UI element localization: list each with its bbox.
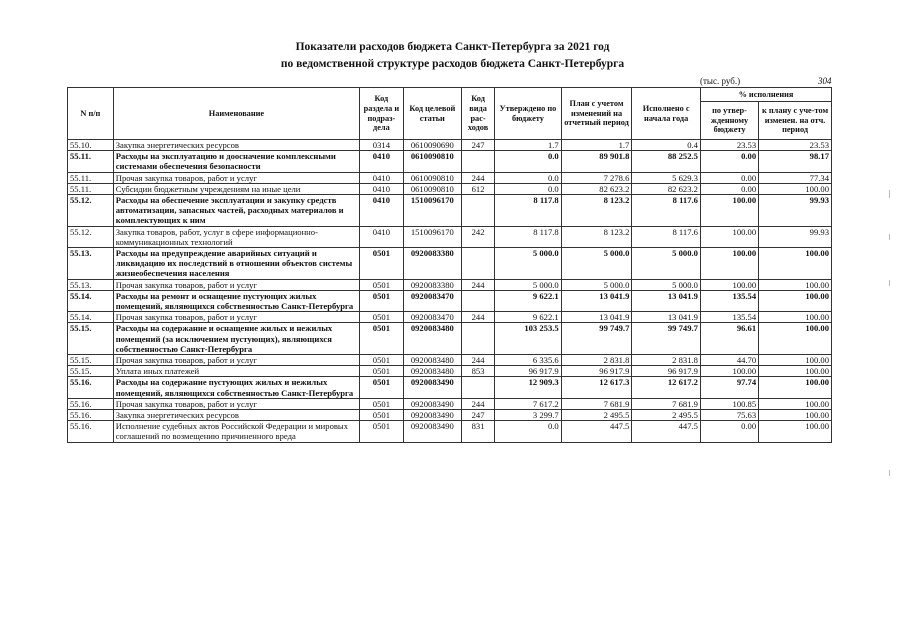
row-executed: 13 041.9	[632, 290, 701, 311]
row-pct-plan: 100.00	[759, 421, 832, 442]
row-pct-plan: 100.00	[759, 377, 832, 398]
row-approved: 0.0	[495, 421, 562, 442]
row-pct-approved: 0.00	[700, 172, 758, 183]
row-pct-plan: 100.00	[759, 366, 832, 377]
row-approved: 0.0	[495, 172, 562, 183]
row-type-code: 853	[461, 366, 494, 377]
row-approved: 5 000.0	[495, 248, 562, 280]
row-name: Уплата иных платежей	[113, 366, 359, 377]
row-type-code: 244	[461, 312, 494, 323]
row-section-code: 0501	[360, 248, 404, 280]
row-plan: 13 041.9	[561, 312, 632, 323]
row-plan: 12 617.3	[561, 377, 632, 398]
row-pct-approved: 75.63	[700, 410, 758, 421]
row-pct-approved: 100.00	[700, 226, 758, 247]
row-pct-plan: 100.00	[759, 355, 832, 366]
row-name: Расходы на содержание пустующих жилых и нежилых помещений, являющихся собственностью Санкт-Петербурга	[113, 377, 359, 398]
col-plan-header: План с учетом изменений на отчетный период	[561, 88, 632, 140]
row-target-code: 0920083470	[403, 290, 461, 311]
row-name: Закупка энергетических ресурсов	[113, 410, 359, 421]
row-type-code: 244	[461, 172, 494, 183]
row-target-code: 0610090810	[403, 183, 461, 194]
row-plan: 447.5	[561, 421, 632, 442]
budget-table	[67, 87, 832, 443]
row-pct-approved: 100.85	[700, 398, 758, 409]
row-plan: 2 495.5	[561, 410, 632, 421]
row-name: Прочая закупка товаров, работ и услуг	[113, 398, 359, 409]
report-subtitle: по ведомственной структуре расходов бюджета Санкт-Петербурга	[280, 58, 625, 70]
row-type-code	[461, 377, 494, 398]
row-type-code: 831	[461, 421, 494, 442]
budget-table-body	[68, 140, 832, 443]
row-approved: 5 000.0	[495, 279, 562, 290]
row-number: 55.16.	[68, 410, 114, 421]
table-row	[68, 312, 832, 323]
row-pct-plan: 100.00	[759, 312, 832, 323]
row-target-code: 0920083480	[403, 355, 461, 366]
row-name: Прочая закупка товаров, работ и услуг	[113, 312, 359, 323]
row-section-code: 0501	[360, 410, 404, 421]
row-plan: 5 000.0	[561, 248, 632, 280]
table-row	[68, 195, 832, 227]
col-pct-approved-header: по утвер-жденному бюджету	[700, 102, 758, 140]
row-plan: 8 123.2	[561, 195, 632, 227]
row-number: 55.14.	[68, 312, 114, 323]
row-section-code: 0501	[360, 421, 404, 442]
row-plan: 89 901.8	[561, 151, 632, 172]
row-executed: 99 749.7	[632, 323, 701, 355]
row-name: Закупка товаров, работ, услуг в сфере информационно-коммуникационных технологий	[113, 226, 359, 247]
row-plan: 13 041.9	[561, 290, 632, 311]
row-pct-approved: 135.54	[700, 290, 758, 311]
table-row	[68, 279, 832, 290]
row-number: 55.14.	[68, 290, 114, 311]
row-executed: 2 831.8	[632, 355, 701, 366]
col-num-header: N п/п	[68, 88, 114, 140]
row-name: Прочая закупка товаров, работ и услуг	[113, 355, 359, 366]
row-pct-approved: 0.00	[700, 151, 758, 172]
row-target-code: 0920083480	[403, 366, 461, 377]
table-row	[68, 290, 832, 311]
row-plan: 7 278.6	[561, 172, 632, 183]
row-pct-plan: 100.00	[759, 323, 832, 355]
row-number: 55.12.	[68, 195, 114, 227]
row-executed: 7 681.9	[632, 398, 701, 409]
row-number: 55.11.	[68, 183, 114, 194]
row-number: 55.11.	[68, 151, 114, 172]
row-type-code: 612	[461, 183, 494, 194]
row-approved: 3 299.7	[495, 410, 562, 421]
row-pct-approved: 100.00	[700, 248, 758, 280]
row-pct-plan: 23.53	[759, 140, 832, 151]
row-approved: 9 622.1	[495, 312, 562, 323]
row-type-code	[461, 290, 494, 311]
table-row	[68, 172, 832, 183]
row-number: 55.16.	[68, 421, 114, 442]
row-type-code	[461, 195, 494, 227]
row-section-code: 0501	[360, 377, 404, 398]
row-target-code: 0610090810	[403, 172, 461, 183]
row-number: 55.11.	[68, 172, 114, 183]
row-section-code: 0501	[360, 355, 404, 366]
row-target-code: 0920083380	[403, 248, 461, 280]
row-number: 55.15.	[68, 366, 114, 377]
row-executed: 0.4	[632, 140, 701, 151]
row-number: 55.16.	[68, 398, 114, 409]
row-pct-plan: 100.00	[759, 279, 832, 290]
row-pct-approved: 23.53	[700, 140, 758, 151]
row-approved: 8 117.8	[495, 226, 562, 247]
row-executed: 12 617.2	[632, 377, 701, 398]
row-name: Расходы на эксплуатацию и доосначение комплексными системами обеспечения безопасности	[113, 151, 359, 172]
row-pct-approved: 0.00	[700, 421, 758, 442]
row-number: 55.15.	[68, 323, 114, 355]
row-pct-approved: 96.61	[700, 323, 758, 355]
row-section-code: 0410	[360, 226, 404, 247]
col-executed-header: Исполнено с начала года	[632, 88, 701, 140]
row-number: 55.10.	[68, 140, 114, 151]
row-pct-plan: 98.17	[759, 151, 832, 172]
row-type-code: 244	[461, 355, 494, 366]
row-plan: 99 749.7	[561, 323, 632, 355]
row-executed: 5 000.0	[632, 248, 701, 280]
row-pct-plan: 100.00	[759, 183, 832, 194]
row-pct-plan: 99.93	[759, 226, 832, 247]
row-section-code: 0410	[360, 151, 404, 172]
row-target-code: 0610090810	[403, 151, 461, 172]
row-section-code: 0501	[360, 366, 404, 377]
row-pct-plan: 100.00	[759, 410, 832, 421]
units-label: (тыс. руб.)	[700, 76, 741, 86]
row-target-code: 0920083480	[403, 323, 461, 355]
row-type-code: 244	[461, 279, 494, 290]
row-target-code: 1510096170	[403, 195, 461, 227]
col-pct-plan-header: к плану с уче-том изменен. на отч. период	[759, 102, 832, 140]
scan-mark	[889, 190, 890, 198]
row-name: Прочая закупка товаров, работ и услуг	[113, 279, 359, 290]
row-section-code: 0314	[360, 140, 404, 151]
scan-mark	[889, 470, 890, 476]
table-row	[68, 366, 832, 377]
row-approved: 6 335.6	[495, 355, 562, 366]
row-approved: 103 253.5	[495, 323, 562, 355]
table-row	[68, 398, 832, 409]
row-executed: 96 917.9	[632, 366, 701, 377]
table-row	[68, 421, 832, 442]
row-plan: 8 123.2	[561, 226, 632, 247]
table-row	[68, 355, 832, 366]
col-name-header: Наименование	[113, 88, 359, 140]
table-row	[68, 151, 832, 172]
row-approved: 96 917.9	[495, 366, 562, 377]
table-row	[68, 226, 832, 247]
col-type-header: Код вида рас-ходов	[461, 88, 494, 140]
row-type-code	[461, 151, 494, 172]
row-section-code: 0410	[360, 183, 404, 194]
page-number: 304	[818, 76, 832, 86]
row-executed: 82 623.2	[632, 183, 701, 194]
row-target-code: 0920083490	[403, 377, 461, 398]
row-plan: 7 681.9	[561, 398, 632, 409]
row-type-code	[461, 323, 494, 355]
row-plan: 2 831.8	[561, 355, 632, 366]
row-executed: 13 041.9	[632, 312, 701, 323]
row-executed: 5 000.0	[632, 279, 701, 290]
row-name: Расходы на ремонт и оснащение пустующих жилых помещений, являющихся собственностью Санкт-Петербурга	[113, 290, 359, 311]
row-type-code: 244	[461, 398, 494, 409]
row-pct-plan: 100.00	[759, 398, 832, 409]
row-plan: 82 623.2	[561, 183, 632, 194]
table-row	[68, 377, 832, 398]
row-approved: 7 617.2	[495, 398, 562, 409]
row-type-code: 247	[461, 140, 494, 151]
row-executed: 2 495.5	[632, 410, 701, 421]
row-pct-approved: 100.00	[700, 279, 758, 290]
row-approved: 1.7	[495, 140, 562, 151]
row-target-code: 0920083470	[403, 312, 461, 323]
scan-mark	[889, 234, 890, 240]
row-section-code: 0501	[360, 279, 404, 290]
row-pct-plan: 100.00	[759, 290, 832, 311]
scan-mark	[889, 280, 890, 286]
row-executed: 5 629.3	[632, 172, 701, 183]
row-pct-approved: 0.00	[700, 183, 758, 194]
row-approved: 0.0	[495, 183, 562, 194]
row-pct-approved: 97.74	[700, 377, 758, 398]
row-name: Закупка энергетических ресурсов	[113, 140, 359, 151]
row-target-code: 1510096170	[403, 226, 461, 247]
row-section-code: 0501	[360, 323, 404, 355]
row-section-code: 0410	[360, 195, 404, 227]
row-pct-approved: 135.54	[700, 312, 758, 323]
row-section-code: 0501	[360, 398, 404, 409]
col-section-header: Код раздела и подраз-дела	[360, 88, 404, 140]
row-plan: 5 000.0	[561, 279, 632, 290]
row-name: Субсидии бюджетным учреждениям на иные цели	[113, 183, 359, 194]
row-executed: 88 252.5	[632, 151, 701, 172]
row-section-code: 0501	[360, 290, 404, 311]
table-row	[68, 183, 832, 194]
col-approved-header: Утверждено по бюджету	[495, 88, 562, 140]
report-title: Показатели расходов бюджета Санкт-Петербурга за 2021 год	[295, 41, 610, 53]
row-pct-plan: 100.00	[759, 248, 832, 280]
row-number: 55.13.	[68, 248, 114, 280]
row-approved: 0.0	[495, 151, 562, 172]
row-executed: 447.5	[632, 421, 701, 442]
row-number: 55.15.	[68, 355, 114, 366]
row-name: Прочая закупка товаров, работ и услуг	[113, 172, 359, 183]
row-plan: 1.7	[561, 140, 632, 151]
col-pct-group-header: % исполнения	[700, 88, 831, 102]
row-number: 55.12.	[68, 226, 114, 247]
row-pct-approved: 44.70	[700, 355, 758, 366]
table-row	[68, 248, 832, 280]
row-pct-plan: 99.93	[759, 195, 832, 227]
row-pct-approved: 100.00	[700, 366, 758, 377]
row-target-code: 0920083490	[403, 398, 461, 409]
col-target-header: Код целевой статьи	[403, 88, 461, 140]
row-name: Расходы на предупреждение аварийных ситуаций и ликвидацию их последствий в отношении объектов системы жизнеобеспечения населения	[113, 248, 359, 280]
row-target-code: 0610090690	[403, 140, 461, 151]
row-type-code: 247	[461, 410, 494, 421]
row-type-code	[461, 248, 494, 280]
row-target-code: 0920083380	[403, 279, 461, 290]
row-target-code: 0920083490	[403, 410, 461, 421]
table-row	[68, 410, 832, 421]
row-number: 55.16.	[68, 377, 114, 398]
row-pct-approved: 100.00	[700, 195, 758, 227]
row-approved: 9 622.1	[495, 290, 562, 311]
row-name: Исполнение судебных актов Российской Федерации и мировых соглашений по возмещению причиненного вреда	[113, 421, 359, 442]
row-approved: 12 909.3	[495, 377, 562, 398]
table-row	[68, 323, 832, 355]
row-number: 55.13.	[68, 279, 114, 290]
row-target-code: 0920083490	[403, 421, 461, 442]
row-type-code: 242	[461, 226, 494, 247]
row-section-code: 0501	[360, 312, 404, 323]
row-executed: 8 117.6	[632, 226, 701, 247]
row-executed: 8 117.6	[632, 195, 701, 227]
row-section-code: 0410	[360, 172, 404, 183]
table-row	[68, 140, 832, 151]
row-name: Расходы на обеспечение эксплуатации и закупку средств автоматизации, запасных частей, расходных материалов и комплектующих к ним	[113, 195, 359, 227]
row-pct-plan: 77.34	[759, 172, 832, 183]
row-approved: 8 117.8	[495, 195, 562, 227]
row-plan: 96 917.9	[561, 366, 632, 377]
row-name: Расходы на содержание и оснащение жилых и нежилых помещений (за исключением пустующих), являющихся собственностью Санкт-Петербурга	[113, 323, 359, 355]
